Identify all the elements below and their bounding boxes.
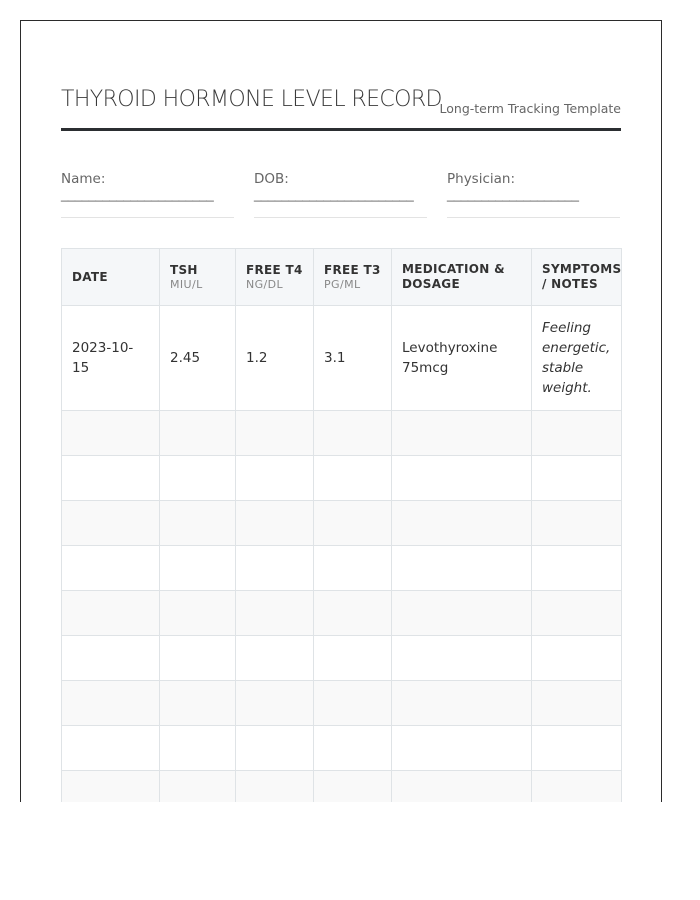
cell-free-t4[interactable] — [236, 681, 314, 726]
cell-tsh[interactable] — [160, 636, 236, 681]
cell-free-t3[interactable] — [314, 591, 392, 636]
cell-free-t3[interactable] — [314, 681, 392, 726]
table-row — [62, 306, 622, 411]
cell-medication[interactable]: Levothyroxine 75mcg — [392, 306, 532, 411]
cell-tsh[interactable] — [160, 771, 236, 803]
cell-medication[interactable] — [392, 411, 532, 456]
cell-free-t3[interactable] — [314, 771, 392, 803]
cell-free-t3[interactable] — [314, 636, 392, 681]
table-row-empty — [62, 681, 622, 726]
cell-tsh[interactable] — [160, 546, 236, 591]
name-label: Name: — [61, 171, 106, 187]
column-header-notes: SYMPTOMS / NOTES — [532, 249, 622, 306]
cell-free-t3[interactable] — [314, 546, 392, 591]
cell-tsh[interactable] — [160, 681, 236, 726]
cell-free-t4[interactable] — [236, 411, 314, 456]
name-blank-line: ______________________ — [61, 187, 214, 202]
cell-notes[interactable] — [532, 411, 622, 456]
cell-free-t4[interactable] — [236, 546, 314, 591]
cell-free-t4[interactable] — [236, 636, 314, 681]
table-row-empty — [62, 501, 622, 546]
document-title: THYROID HORMONE LEVEL RECORD — [61, 87, 442, 112]
cell-medication[interactable] — [392, 726, 532, 771]
cell-notes[interactable] — [532, 546, 622, 591]
dob-field[interactable] — [254, 171, 427, 218]
table-row-empty — [62, 456, 622, 501]
dob-label: DOB: — [254, 171, 289, 187]
physician-label: Physician: — [447, 171, 516, 187]
table-row-empty — [62, 411, 622, 456]
cell-medication[interactable] — [392, 636, 532, 681]
name-field[interactable] — [61, 171, 234, 218]
dob-blank-line: _______________________ — [254, 187, 414, 202]
free-t4-unit: NG/DL — [246, 277, 284, 291]
cell-free-t3[interactable] — [314, 411, 392, 456]
table-row-empty — [62, 591, 622, 636]
free-t3-unit: PG/ML — [324, 277, 361, 291]
column-header-free-t3: FREE T3 PG/ML — [314, 249, 392, 306]
cell-date[interactable] — [62, 501, 160, 546]
tsh-unit: MIU/L — [170, 277, 203, 291]
cell-date[interactable] — [62, 636, 160, 681]
hormone-level-table — [61, 248, 622, 802]
cell-medication[interactable] — [392, 681, 532, 726]
document-header — [61, 87, 621, 131]
table-row-empty — [62, 636, 622, 681]
column-header-medication: MEDICATION & DOSAGE — [392, 249, 532, 306]
cell-tsh[interactable]: 2.45 — [160, 306, 236, 411]
cell-date[interactable] — [62, 681, 160, 726]
cell-notes[interactable] — [532, 456, 622, 501]
cell-date[interactable] — [62, 456, 160, 501]
cell-tsh[interactable] — [160, 726, 236, 771]
cell-free-t3[interactable]: 3.1 — [314, 306, 392, 411]
cell-free-t4[interactable]: 1.2 — [236, 306, 314, 411]
cell-notes[interactable] — [532, 726, 622, 771]
column-header-free-t4: FREE T4 NG/DL — [236, 249, 314, 306]
physician-blank-line: ___________________ — [447, 187, 579, 202]
cell-notes[interactable] — [532, 591, 622, 636]
cell-medication[interactable] — [392, 456, 532, 501]
table-row-empty — [62, 771, 622, 803]
table-row-empty — [62, 726, 622, 771]
cell-notes[interactable]: Feeling energetic, stable weight. — [532, 306, 622, 411]
cell-medication[interactable] — [392, 591, 532, 636]
cell-tsh[interactable] — [160, 591, 236, 636]
patient-info-fields — [61, 171, 621, 218]
cell-date[interactable] — [62, 411, 160, 456]
cell-date[interactable] — [62, 771, 160, 803]
column-header-tsh: TSH MIU/L — [160, 249, 236, 306]
cell-tsh[interactable] — [160, 501, 236, 546]
document-subtitle: Long-term Tracking Template — [439, 101, 621, 116]
cell-free-t3[interactable] — [314, 456, 392, 501]
cell-medication[interactable] — [392, 501, 532, 546]
cell-free-t4[interactable] — [236, 456, 314, 501]
table-row-empty — [62, 546, 622, 591]
cell-free-t4[interactable] — [236, 726, 314, 771]
cell-notes[interactable] — [532, 636, 622, 681]
cell-free-t3[interactable] — [314, 726, 392, 771]
cell-free-t3[interactable] — [314, 501, 392, 546]
physician-field[interactable] — [447, 171, 620, 218]
cell-notes[interactable] — [532, 681, 622, 726]
cell-medication[interactable] — [392, 771, 532, 803]
cell-notes[interactable] — [532, 501, 622, 546]
cell-tsh[interactable] — [160, 456, 236, 501]
cell-free-t4[interactable] — [236, 591, 314, 636]
cell-notes[interactable] — [532, 771, 622, 803]
cell-medication[interactable] — [392, 546, 532, 591]
cell-free-t4[interactable] — [236, 771, 314, 803]
cell-date[interactable] — [62, 726, 160, 771]
record-sheet — [20, 20, 662, 802]
cell-tsh[interactable] — [160, 411, 236, 456]
table-header-row — [62, 249, 622, 306]
cell-date[interactable] — [62, 546, 160, 591]
cell-free-t4[interactable] — [236, 501, 314, 546]
cell-date[interactable]: 2023-10-15 — [62, 306, 160, 411]
cell-date[interactable] — [62, 591, 160, 636]
column-header-date: DATE — [62, 249, 160, 306]
